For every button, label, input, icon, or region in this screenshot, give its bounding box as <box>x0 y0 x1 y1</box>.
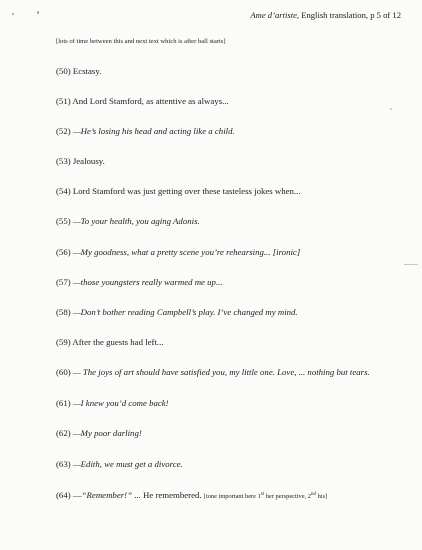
line-50: (50) Ecstasy. <box>56 66 102 76</box>
line-57: (57) —those youngsters really warmed me up... <box>56 277 223 287</box>
line-54: (54) Lord Stamford was just getting over these tasteless jokes when... <box>56 186 301 196</box>
line-64-note: [tone important here 1st her perspective, 2nd his] <box>203 492 328 500</box>
line-61: (61) —I knew you’d come back! <box>56 398 169 408</box>
line-64-text: ... He remembered. <box>132 490 202 500</box>
line-64-quote: “Remember!” <box>81 490 132 500</box>
header-title: Ame d’artiste <box>250 10 297 20</box>
scan-speck <box>390 108 392 110</box>
scan-speck <box>12 13 14 15</box>
line-53: (53) Jealousy. <box>56 156 105 166</box>
line-55: (55) —To your health, you aging Adonis. <box>56 216 200 226</box>
page-header <box>250 10 401 20</box>
line-52: (52) —He’s losing his head and acting like a child. <box>56 126 235 136</box>
line-56: (56) —My goodness, what a pretty scene you’re rehearsing... [ironic] <box>56 247 301 257</box>
line-64-dash: — <box>72 490 82 500</box>
line-60: (60) — The joys of art should have satisfied you, my little one. Love, ... nothing but tears. <box>56 367 370 377</box>
header-page-info: , English translation, p 5 of 12 <box>296 10 401 20</box>
line-59: (59) After the guests had left... <box>56 337 164 347</box>
line-62: (62) —My poor darling! <box>56 428 142 438</box>
scan-speck <box>404 264 418 265</box>
line-51: (51) And Lord Stamford, as attentive as always... <box>56 96 229 106</box>
line-63: (63) —Edith, we must get a divorce. <box>56 459 183 469</box>
line-58: (58) —Don’t bother reading Campbell’s play. I’ve changed my mind. <box>56 307 298 317</box>
scene-note: [lots of time between this and next text which is after ball starts] <box>56 38 226 45</box>
line-64: (64) —“Remember!” ... He remembered. [tone important here 1st her perspective, 2nd his] <box>56 490 328 500</box>
scan-speck <box>37 11 39 14</box>
